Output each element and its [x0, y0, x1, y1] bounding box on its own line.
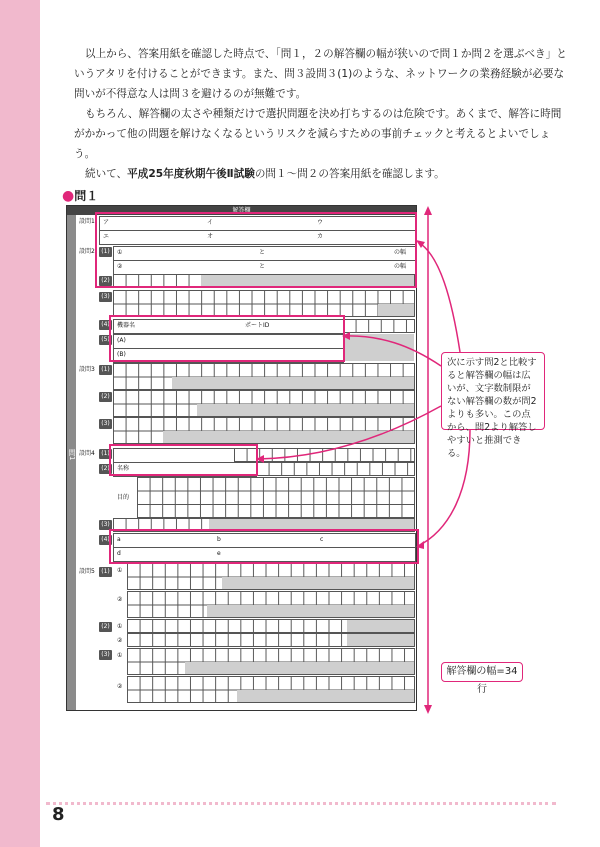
- paragraph-3: 続いて、平成25年度秋期午後Ⅱ試験の問１～問２の答案用紙を確認します。: [85, 168, 445, 180]
- q2-label: 設問2: [79, 248, 95, 255]
- answer-width-label: 解答欄の幅=34行: [441, 662, 523, 682]
- q2-sub-2: (2): [99, 276, 112, 286]
- paragraph-1: 以上から、答案用紙を確認した時点で、「問１，２の解答欄の幅が狭いので問１か問２を選ぶべき」というアタリを付けることができます。また、問３設問３(1)のような、ネットワークの業務経験が必要な問いが不得意な人は問３を避けるのが無難です。: [74, 48, 567, 100]
- bullet-icon: ●: [62, 188, 75, 204]
- q1-cell-a: ア: [103, 219, 110, 226]
- answer-sheet: 解答欄 問1 設問1 ア イ ウ エ オ カ 設問2 (1) ① と の幅 ② と の幅 (2) (3) (4) 機器名 ポートID (5) (A) (B) 設問3 (1) (2) (3) 設問4 (1) (2) 名称 目的 (3) (4) a b c d e 設問5 (1) ① ② (2) ① ② (3) ① ②: [66, 205, 417, 711]
- q3-label: 設問3: [79, 366, 95, 373]
- q1-cell-u: ウ: [317, 219, 324, 226]
- q4-sub-2: (2): [99, 464, 112, 474]
- comparison-callout: 次に示す問2と比較すると解答欄の幅は広いが、文字数制限がない解答欄の数が問2よりも多い。この点から、問2より解答しやすいと推測できる。: [441, 352, 545, 430]
- q4-sub-1: (1): [99, 449, 112, 459]
- q5-sub-2: (2): [99, 622, 112, 632]
- q3-sub-3: (3): [99, 419, 112, 429]
- exam-name: 平成25年度秋期午後Ⅱ試験: [127, 168, 255, 180]
- q3-sub-2: (2): [99, 392, 112, 402]
- q4-label: 設問4: [79, 450, 95, 457]
- q2-sub-4: (4): [99, 320, 112, 330]
- q1-cell-ka: カ: [317, 233, 324, 240]
- answer-sheet-title: 解答欄: [67, 206, 416, 215]
- page-number: 8: [52, 804, 65, 825]
- q1-cell-o: オ: [207, 233, 214, 240]
- question-side-label: 問1: [68, 449, 76, 461]
- q5-sub-3: (3): [99, 650, 112, 660]
- footer-divider: [46, 802, 556, 805]
- q1-cell-i: イ: [207, 219, 214, 226]
- q2-sub-3: (3): [99, 292, 112, 302]
- q4-sub-4: (4): [99, 535, 112, 545]
- q5-label: 設問5: [79, 568, 95, 575]
- q2-sub-1: (1): [99, 247, 112, 257]
- q3-sub-1: (1): [99, 365, 112, 375]
- q5-sub-1: (1): [99, 567, 112, 577]
- q1-label: 設問1: [79, 218, 95, 225]
- question-title: 問１: [74, 189, 99, 203]
- q2-sub-5: (5): [99, 335, 112, 345]
- paragraph-2: もちろん、解答欄の太さや種類だけで選択問題を決め打ちするのは危険です。あくまで、解答に時間がかかって他の問題を解けなくなるというリスクを減らすための事前チェックと考えるとよいでしょう。: [74, 108, 562, 160]
- q4-sub-3: (3): [99, 520, 112, 530]
- q1-cell-e: エ: [103, 233, 110, 240]
